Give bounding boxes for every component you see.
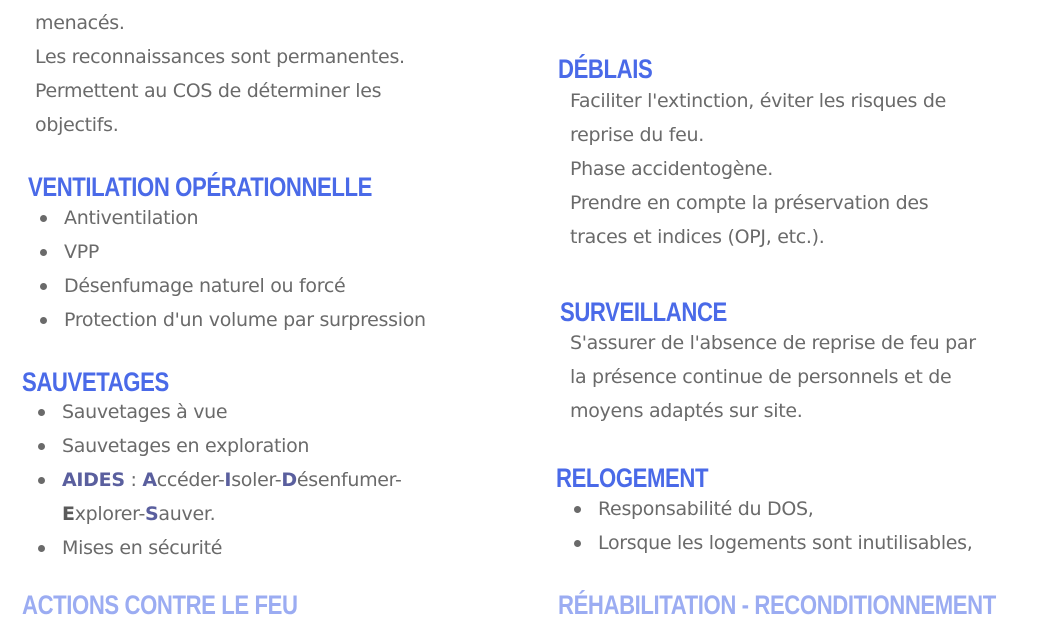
bullet-icon: [40, 249, 47, 256]
deblais-line: Faciliter l'extinction, éviter les risques de: [570, 90, 946, 112]
sauvetages-list: [34, 395, 402, 565]
bullet-icon: [574, 540, 581, 547]
intro-line: objectifs.: [35, 114, 119, 136]
intro-text: [35, 6, 405, 142]
list-item: Désenfumage naturel ou forcé: [36, 269, 426, 303]
bullet-icon: [38, 443, 45, 450]
deblais-line: reprise du feu.: [570, 124, 704, 146]
list-item: Lorsque les logements sont inutilisables,: [570, 526, 973, 560]
list-item-aides: AIDES : Accéder-Isoler-Désenfumer-: [34, 463, 402, 497]
list-item: Mises en sécurité: [34, 531, 402, 565]
bullet-icon: [38, 545, 45, 552]
intro-line: Les reconnaissances sont permanentes.: [35, 46, 405, 68]
bullet-icon: [40, 215, 47, 222]
intro-line: menacés.: [35, 12, 125, 34]
deblais-line: Phase accidentogène.: [570, 158, 773, 180]
heading-ventilation: VENTILATION OPÉRATIONNELLE: [28, 172, 373, 202]
surveillance-line: moyens adaptés sur site.: [570, 400, 803, 422]
heading-actions-contre-le-feu: ACTIONS CONTRE LE FEU: [22, 590, 298, 620]
list-item: VPP: [36, 235, 426, 269]
list-item: Protection d'un volume par surpression: [36, 303, 426, 337]
bullet-icon: [40, 317, 47, 324]
heading-sauvetages: SAUVETAGES: [22, 367, 169, 397]
bullet-icon: [574, 506, 581, 513]
deblais-line: Prendre en compte la préservation des: [570, 192, 929, 214]
aides-acronym: AIDES: [62, 469, 125, 491]
bullet-icon: [40, 283, 47, 290]
ventilation-list: [36, 201, 426, 337]
deblais-text: [570, 84, 946, 254]
surveillance-line: la présence continue de personnels et de: [570, 366, 952, 388]
list-item: Responsabilité du DOS,: [570, 492, 973, 526]
heading-deblais: DÉBLAIS: [558, 54, 653, 84]
intro-line: Permettent au COS de déterminer les: [35, 80, 382, 102]
bullet-icon: [38, 477, 45, 484]
deblais-line: traces et indices (OPJ, etc.).: [570, 226, 825, 248]
list-item: Sauvetages en exploration: [34, 429, 402, 463]
surveillance-line: S'assurer de l'absence de reprise de feu par: [570, 332, 976, 354]
surveillance-text: [570, 326, 976, 428]
list-item-aides-cont: Explorer-Sauver.: [62, 503, 216, 525]
list-item: Sauvetages à vue: [34, 395, 402, 429]
relogement-list: [570, 492, 973, 560]
heading-surveillance: SURVEILLANCE: [560, 297, 727, 327]
list-item: Antiventilation: [36, 201, 426, 235]
heading-relogement: RELOGEMENT: [556, 463, 709, 493]
heading-rehabilitation: RÉHABILITATION - RECONDITIONNEMENT: [558, 590, 996, 620]
bullet-icon: [38, 409, 45, 416]
